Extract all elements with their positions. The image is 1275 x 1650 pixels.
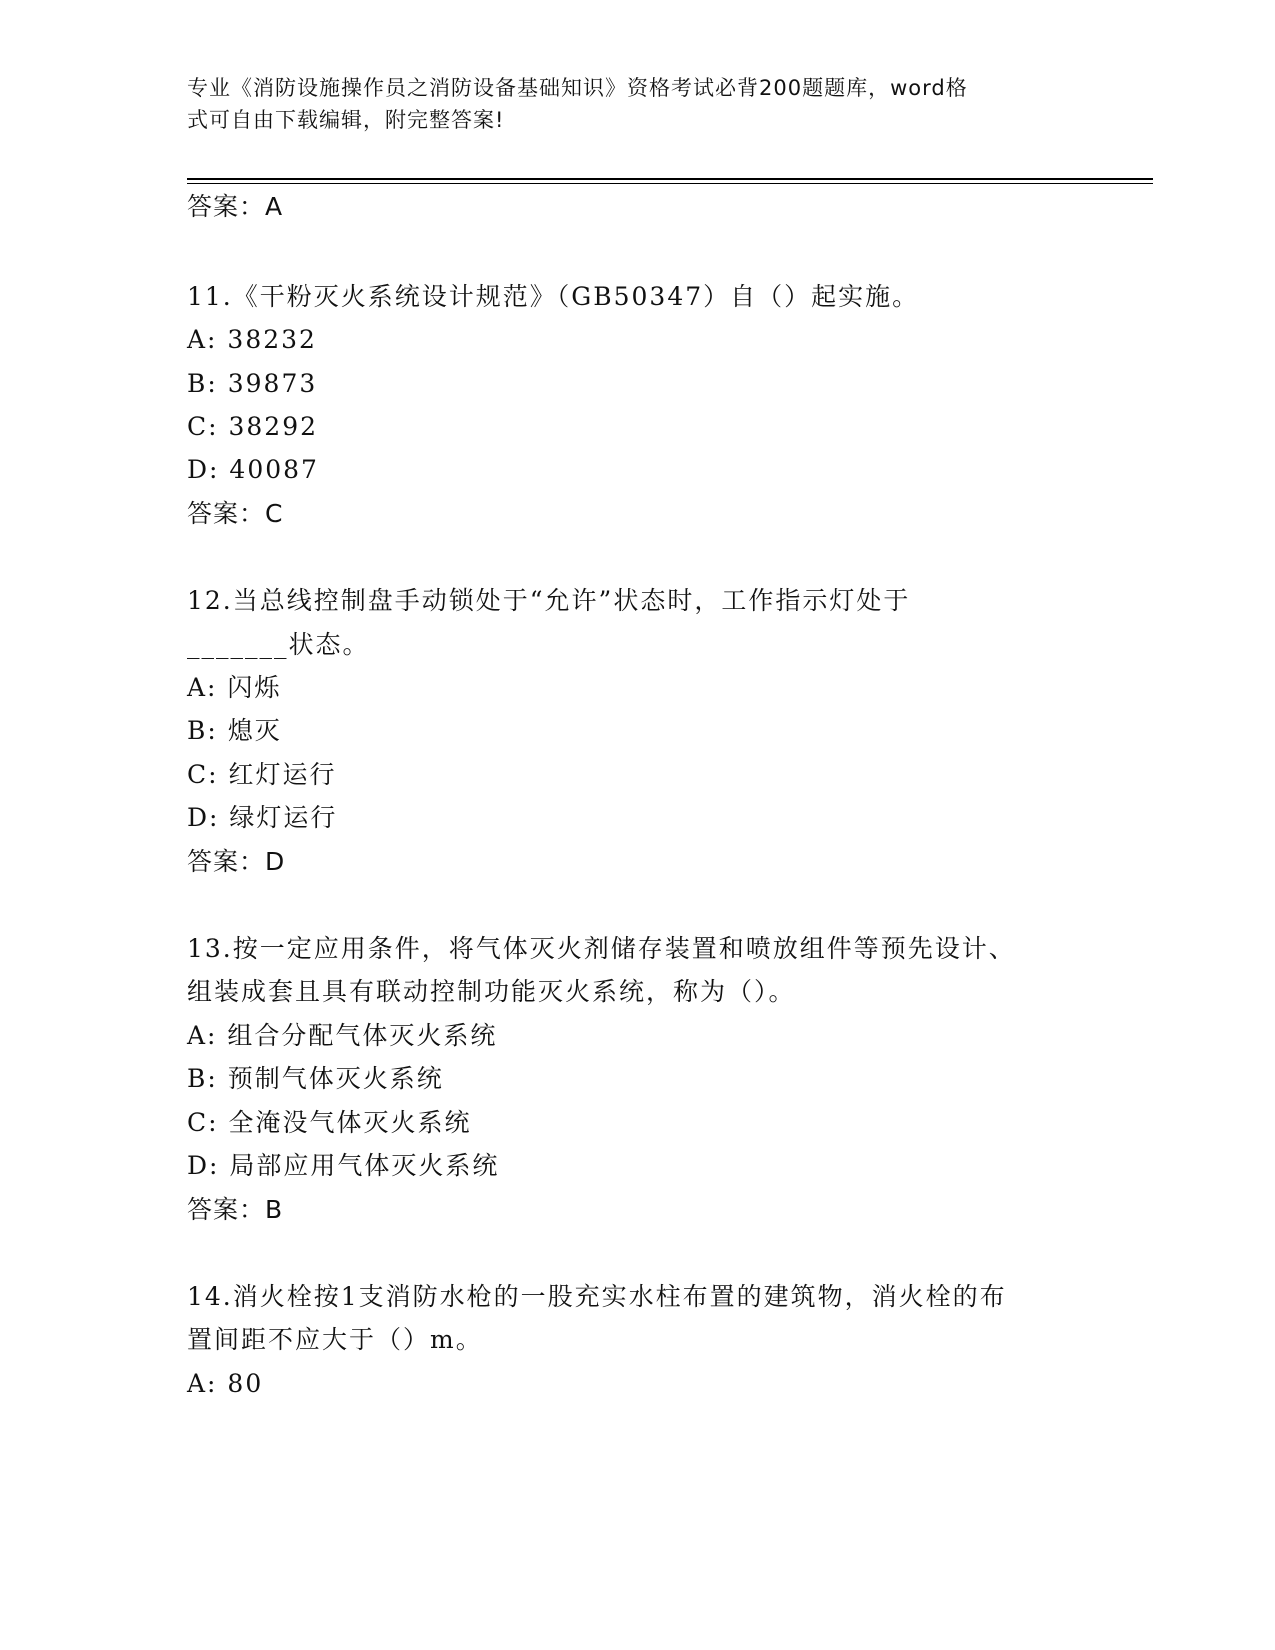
question-13-option-b: B: 预制气体灭火系统 bbox=[187, 1064, 444, 1093]
question-14-stem-line-1: 14.消火栓按1支消防水枪的一股充实水柱布置的建筑物，消火栓的布 bbox=[187, 1282, 1007, 1311]
header-rule-thick bbox=[187, 178, 1153, 180]
question-11-option-d: D: 40087 bbox=[187, 455, 319, 484]
question-13-answer: 答案：B bbox=[187, 1195, 284, 1224]
header-rule-thin bbox=[187, 183, 1153, 184]
header-line-1: 专业《消防设施操作员之消防设备基础知识》资格考试必背200题题库，word格 bbox=[187, 76, 968, 100]
header-line-2: 式可自由下载编辑，附完整答案! bbox=[187, 108, 505, 132]
question-13-option-c: C: 全淹没气体灭火系统 bbox=[187, 1108, 472, 1137]
answer-previous: 答案：A bbox=[187, 192, 284, 221]
question-12-option-b: B: 熄灭 bbox=[187, 716, 282, 745]
question-12-stem-line-1: 12.当总线控制盘手动锁处于“允许”状态时，工作指示灯处于 bbox=[187, 586, 911, 615]
question-14-stem-line-2: 置间距不应大于（）m。 bbox=[187, 1325, 483, 1354]
document-header bbox=[187, 72, 1067, 136]
question-12-option-d: D: 绿灯运行 bbox=[187, 803, 338, 832]
question-11-stem: 11.《干粉灭火系统设计规范》（GB50347）自（）起实施。 bbox=[187, 282, 920, 311]
question-12-stem-line-2: _______状态。 bbox=[187, 630, 370, 659]
question-14-option-a: A: 80 bbox=[187, 1369, 264, 1398]
question-13-option-d: D: 局部应用气体灭火系统 bbox=[187, 1151, 500, 1180]
question-13-option-a: A: 组合分配气体灭火系统 bbox=[187, 1021, 498, 1050]
question-11-option-a: A: 38232 bbox=[187, 325, 317, 354]
question-12-option-c: C: 红灯运行 bbox=[187, 760, 337, 789]
question-11-answer: 答案：C bbox=[187, 499, 284, 528]
question-11-option-b: B: 39873 bbox=[187, 369, 318, 398]
question-12-option-a: A: 闪烁 bbox=[187, 673, 282, 702]
question-12-answer: 答案：D bbox=[187, 847, 286, 876]
question-13-stem-line-1: 13.按一定应用条件，将气体灭火剂储存装置和喷放组件等预先设计、 bbox=[187, 934, 1016, 963]
question-11-option-c: C: 38292 bbox=[187, 412, 319, 441]
question-13-stem-line-2: 组装成套且具有联动控制功能灭火系统，称为（）。 bbox=[187, 977, 796, 1006]
